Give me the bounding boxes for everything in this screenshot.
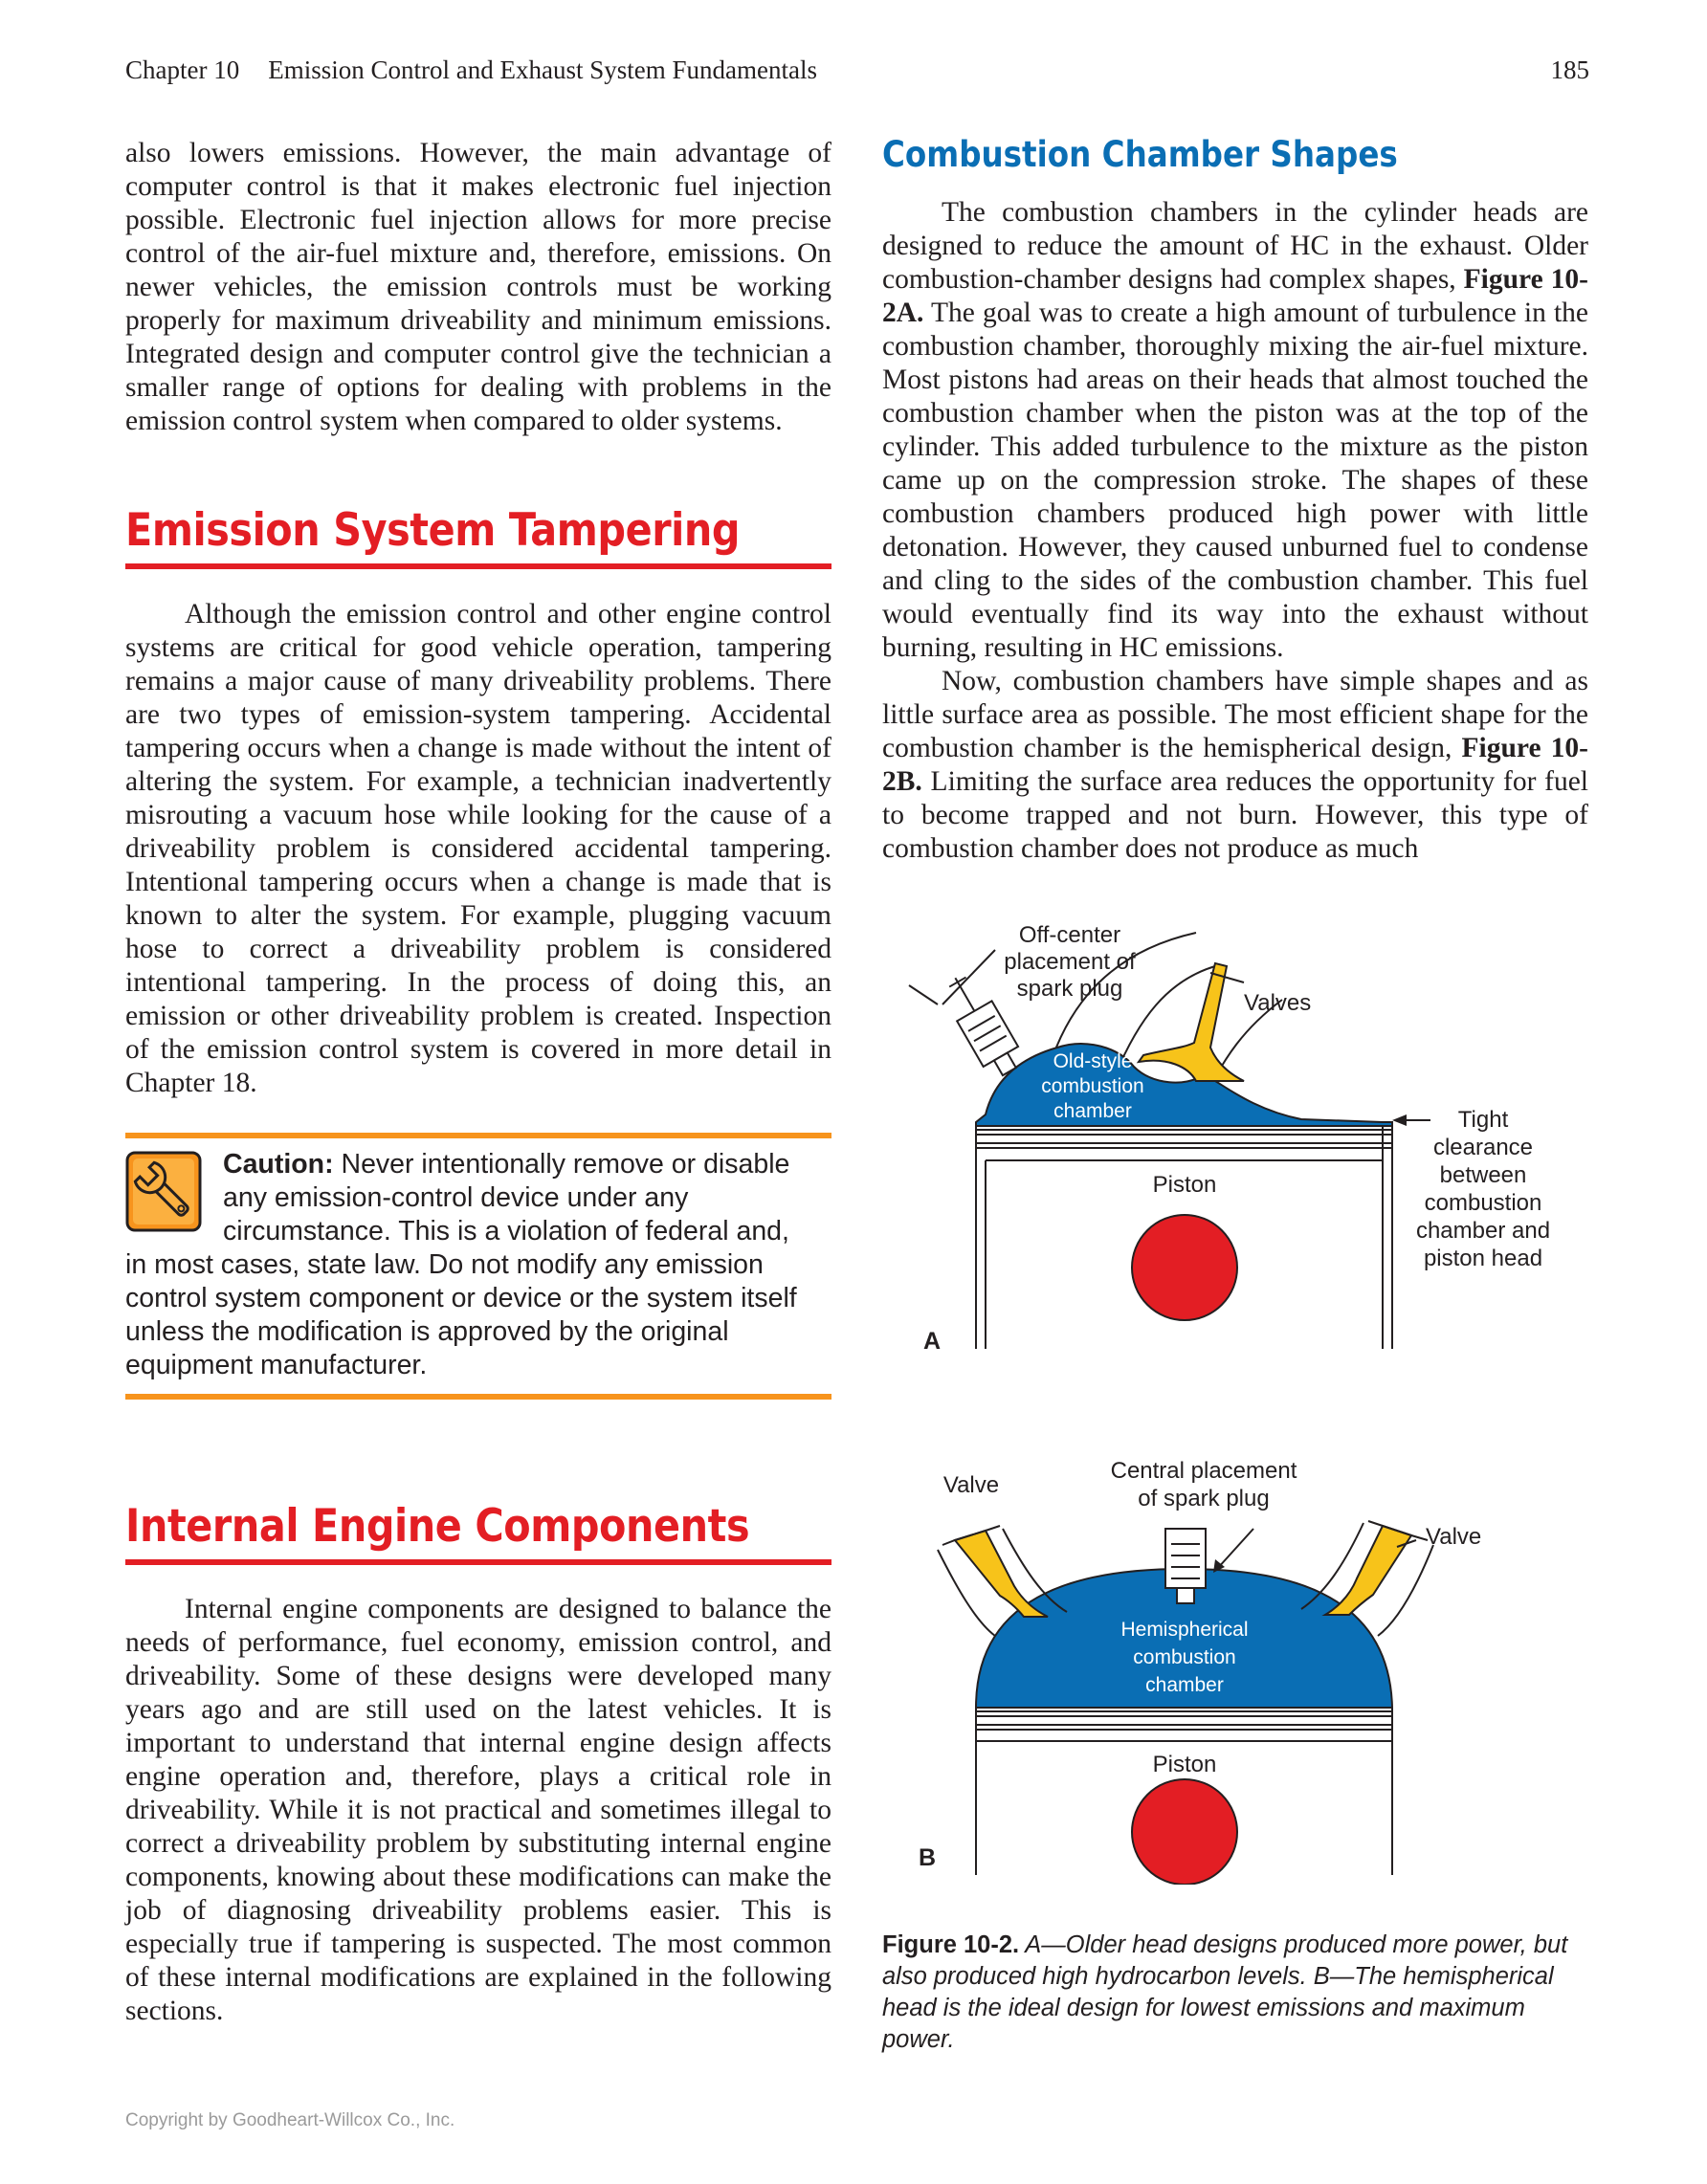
valve (1139, 963, 1244, 1081)
clearance-label: between (1439, 1162, 1527, 1188)
arrowhead (1392, 1114, 1407, 1126)
section-heading-tampering: Emission System Tampering (125, 504, 741, 557)
caution-top-rule (125, 1133, 831, 1138)
figure-a-diagram (880, 914, 1588, 1363)
central-label: of spark plug (1138, 1486, 1270, 1511)
tampering-paragraph: Although the emission control and other engine control systems are critical for good vehicle operation, tampering remains a major cause of many driveability problems. There are two types of emission-system tampering. Accidental tampering occurs when a change is made without the intent of altering the system. For example, a technician inadvertently misrouting a vacuum hose while looking for the cause of a driveability problem is considered accidental tampering. Intentional tampering occurs when a change is made that is known to alter the system. For example, plugging vacuum hose to correct a driveability problem is considered intentional tampering. In the process of doing this, an emission or other driveability problem is created. Inspection of the emission control system is covered in more detail in Chapter 18. (125, 599, 831, 1098)
piston-ring (976, 1143, 1392, 1148)
chamber-paragraph-1: The combustion chambers in the cylinder heads are designed to reduce the amount of HC in the exhaust. Older combustion-chamber designs had complex shapes, Figure 10-2A. The goal was to create a high amount of turbulence in the combustion chamber, thoroughly mixing the air-fuel mixture. Most pistons had areas on their heads that almost touched the combustion chamber when the piston was at the top of the cylinder. This added turbulence to the mixture as the piston came up on the compression stroke. The shapes of these combustion chambers produced high power with little detonation. However, they caused unburned fuel to condense and cling to the sides of the combustion chamber. This fuel would eventually find its way into the exhaust without burning, resulting in HC emissions. (882, 197, 1588, 663)
panel-letter-b: B (919, 1844, 937, 1871)
copyright-notice: Copyright by Goodheart-Willcox Co., Inc. (125, 2110, 455, 2130)
valve-label-right: Valve (1426, 1524, 1482, 1550)
intro-text (125, 137, 831, 438)
panel-letter-a: A (923, 1328, 942, 1355)
section-heading-internal: Internal Engine Components (125, 1500, 750, 1553)
clearance-label: combustion (1424, 1190, 1542, 1216)
chamber-label: chamber (1053, 1100, 1132, 1122)
piston-ring (976, 1725, 1392, 1730)
piston-ring (976, 1711, 1392, 1716)
running-header (125, 55, 817, 85)
piston-ring (976, 1130, 1392, 1135)
piston-pin (1132, 1779, 1237, 1885)
clearance-label: Tight (1457, 1107, 1509, 1133)
chapter-number: Chapter 10 (125, 55, 240, 84)
tampering-text (125, 598, 831, 1100)
section-heading-chamber-shapes: Combustion Chamber Shapes (882, 134, 1398, 175)
wrench-icon (125, 1151, 202, 1232)
intro-paragraph: also lowers emissions. However, the main advantage of computer control is that it makes electronic fuel injection possible. Electronic fuel injection allows for more precise control of the air-fuel mixture and, therefore, emissions. On newer vehicles, the emission controls must be working properly for maximum driveability and minimum emissions. Integrated design and computer control give the technician a smaller range of options for dealing with problems in the emission control system when compared to older systems. (125, 138, 831, 436)
chapter-title: Emission Control and Exhaust System Fundamentals (268, 55, 817, 84)
piston-label: Piston (1152, 1172, 1217, 1198)
valve-label-left: Valve (942, 1472, 1000, 1498)
internal-paragraph: Internal engine components are designed to balance the needs of performance, fuel economy, emission control, and driveability. Some of these designs were developed many years ago and are still used on the latest vehicles. It is important to understand that internal engine design affects engine operation and, therefore, plays a critical role in driveability. While it is not practical and sometimes illegal to correct a driveability problem by substituting internal engine components, knowing about these modifications can make the job of diagnosing driveability problems easier. This is especially true if tampering is suspected. The most common of these internal modifications are explained in the following sections. (125, 1594, 831, 2026)
caption-text: A—Older head designs produced more power, but also produced high hydrocarbon levels. B—The hemispherical head is the ideal design for lowest emissions and maximum power. (882, 1931, 1568, 2053)
chamber-text (882, 196, 1588, 866)
figure-caption (882, 1930, 1590, 2056)
caution-bottom-rule (125, 1394, 831, 1400)
chamber-label: chamber (1145, 1674, 1224, 1696)
leader-line (1217, 1529, 1253, 1569)
caution-box (125, 1148, 814, 1382)
clearance-label: chamber and (1415, 1218, 1551, 1244)
leader-line (942, 950, 995, 1004)
caution-label: Caution: (223, 1149, 334, 1180)
figure-ref-a: Figure 10-2A. (882, 264, 1588, 328)
page-number: 185 (1550, 55, 1589, 84)
chamber-label: Old-style (1053, 1050, 1133, 1072)
internal-text (125, 1593, 831, 2028)
chamber-label: Hemispherical (1120, 1619, 1249, 1641)
central-label: Central placement (1110, 1458, 1297, 1484)
figure-a (880, 914, 1588, 1363)
spark-plug-label: Off-center (1018, 922, 1121, 948)
chamber-label: combustion (1041, 1075, 1144, 1097)
clearance-label: clearance (1432, 1135, 1534, 1160)
chamber-label: combustion (1133, 1646, 1236, 1668)
figure-b (880, 1445, 1588, 1885)
leader-line (909, 985, 938, 1004)
caption-label: Figure 10-2. (882, 1931, 1020, 1958)
clearance-label: piston head (1423, 1246, 1543, 1271)
heading-rule (125, 1559, 831, 1565)
piston-pin (1132, 1215, 1237, 1320)
spark-plug-icon (938, 968, 1027, 1082)
piston-label: Piston (1152, 1752, 1217, 1777)
figure-b-diagram (880, 1445, 1588, 1885)
chamber-paragraph-2: Now, combustion chambers have simple shapes and as little surface area as possible. The most efficient shape for the combustion chamber is the hemispherical design, Figure 10-2B. Limiting the surface area reduces the opportunity for fuel to become trapped and not burn. However, this type of combustion chamber does not produce as much (882, 666, 1588, 864)
valves-label: Valves (1244, 990, 1312, 1016)
heading-rule (125, 563, 831, 569)
spark-plug-label: spark plug (1016, 976, 1123, 1002)
figure-ref-b: Figure 10-2B. (882, 733, 1588, 797)
spark-plug-label: placement of (1004, 949, 1136, 975)
caution-text: Never intentionally remove or disable any emission-control device under any circumstance. This is a violation of federal and, in most cases, state law. Do not modify any emission control system component or device or the system itself unless the modification is approved by the original equipment manufacturer. (125, 1149, 797, 1380)
